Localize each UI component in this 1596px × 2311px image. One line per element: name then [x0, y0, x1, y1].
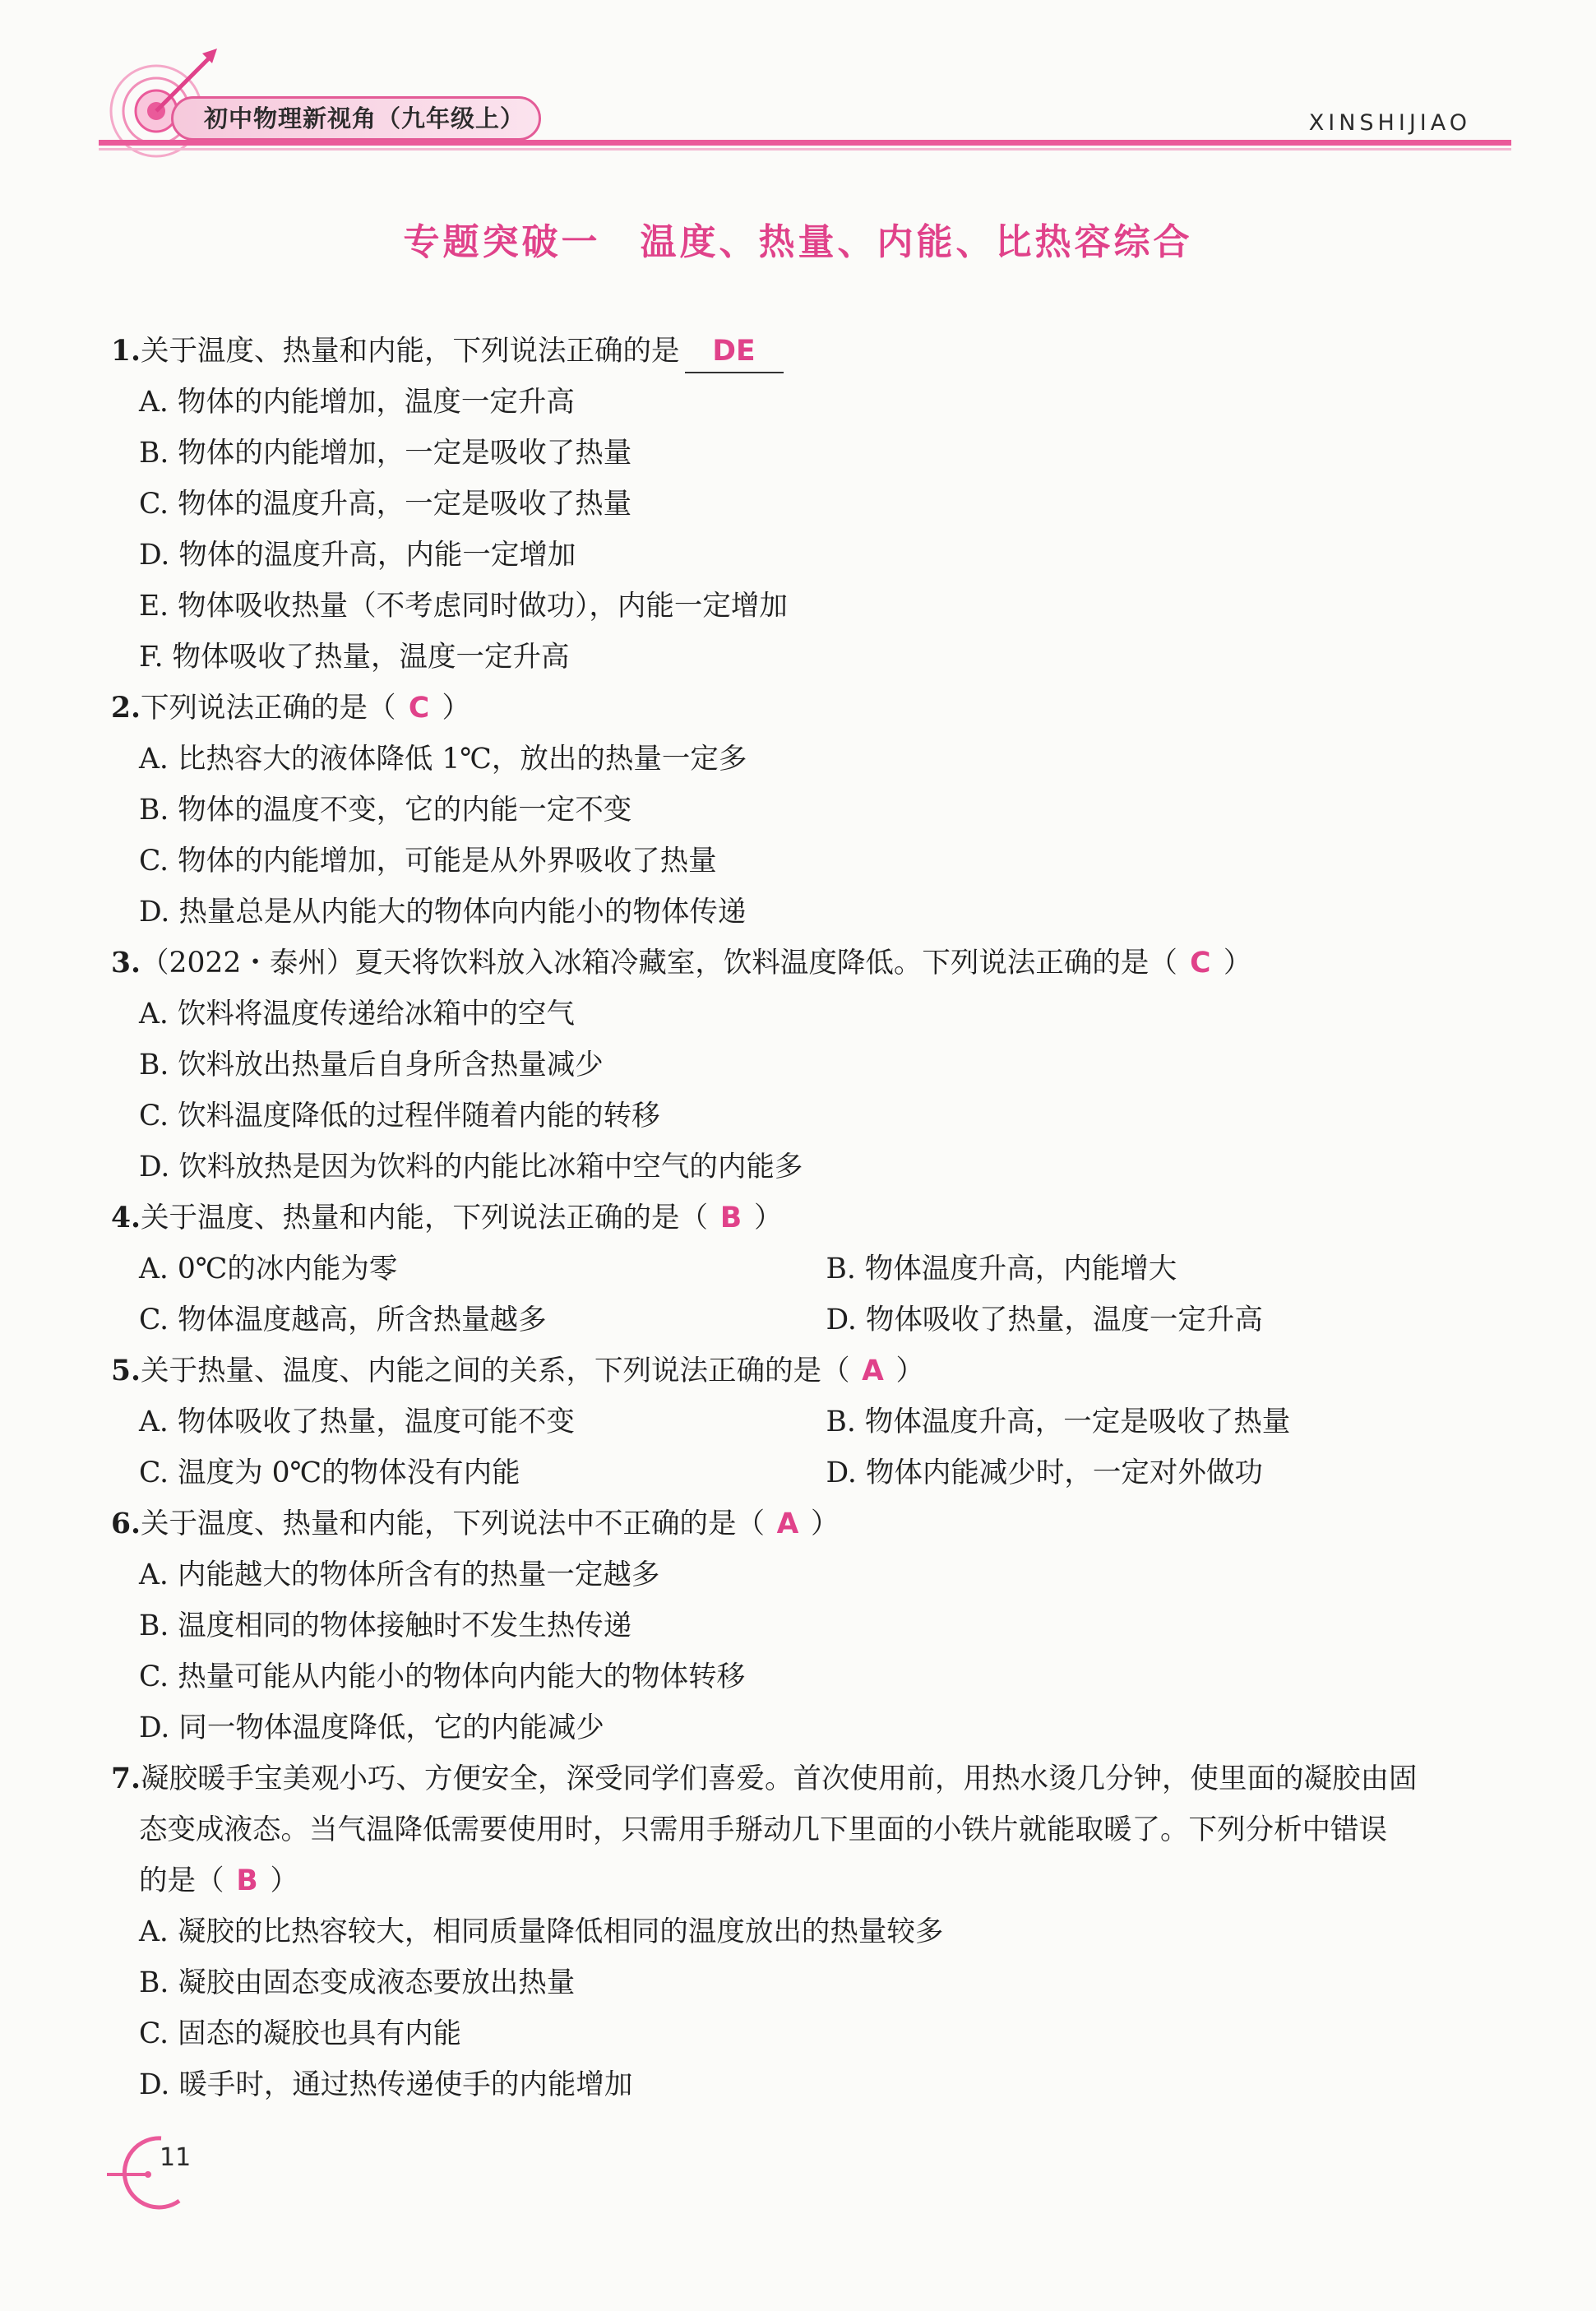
answer-5: A — [862, 1355, 884, 1387]
question-5-stem: 5.关于热量、温度、内能之间的关系，下列说法正确的是（ A ） — [111, 1345, 1513, 1396]
question-7-stem-end: 的是（ B ） — [111, 1855, 1513, 1906]
option: E. 物体吸收热量（不考虑同时做功），内能一定增加 — [139, 590, 788, 623]
option: A. 内能越大的物体所含有的热量一定越多 — [139, 1558, 660, 1591]
option: B. 饮料放出热量后自身所含热量减少 — [139, 1049, 604, 1081]
option: B. 温度相同的物体接触时不发生热传递 — [139, 1609, 632, 1642]
question-1-stem: 1.关于温度、热量和内能，下列说法正确的是 DE — [111, 326, 1513, 377]
option: D. 物体吸收了热量，温度一定升高 — [826, 1304, 1263, 1336]
section-title: 专题突破一 温度、热量、内能、比热容综合 — [403, 221, 1193, 263]
option: C. 固态的凝胶也具有内能 — [139, 2017, 462, 2050]
option: D. 同一物体温度降低，它的内能减少 — [139, 1711, 604, 1744]
option: A. 物体的内能增加，温度一定升高 — [139, 386, 575, 419]
question-4-stem: 4.关于温度、热量和内能，下列说法正确的是（ B ） — [111, 1193, 1513, 1243]
page-corner-icon — [97, 2128, 196, 2219]
option-row — [111, 1447, 1513, 1498]
option: B. 物体的内能增加，一定是吸收了热量 — [139, 437, 632, 470]
question-6-stem: 6.关于温度、热量和内能，下列说法中不正确的是（ A ） — [111, 1498, 1513, 1549]
option: C. 物体温度越高，所含热量越多 — [139, 1304, 547, 1336]
answer-2: C — [408, 692, 430, 725]
question-3-stem: 3.（2022・泰州）夏天将饮料放入冰箱冷藏室，饮料温度降低。下列说法正确的是（ C ） — [111, 938, 1513, 989]
option: B. 物体的温度不变，它的内能一定不变 — [139, 794, 632, 827]
option: A. 比热容大的液体降低 1℃，放出的热量一定多 — [139, 743, 747, 776]
option: A. 0℃的冰内能为零 — [139, 1253, 398, 1285]
option-row — [111, 1294, 1513, 1345]
header-rule — [99, 140, 1511, 146]
option-row — [111, 1243, 1513, 1294]
header-rule-light — [99, 148, 1511, 151]
option: C. 温度为 0℃的物体没有内能 — [139, 1457, 520, 1489]
answer-6: A — [776, 1507, 799, 1540]
option: A. 饮料将温度传递给冰箱中的空气 — [139, 998, 575, 1030]
option: C. 物体的内能增加，可能是从外界吸收了热量 — [139, 845, 717, 878]
page-number: 11 — [160, 2143, 192, 2172]
answer-3: C — [1190, 947, 1211, 980]
answer-7: B — [236, 1864, 258, 1897]
option: D. 暖手时，通过热传递使手的内能增加 — [139, 2068, 633, 2101]
option: C. 热量可能从内能小的物体向内能大的物体转移 — [139, 1660, 746, 1693]
question-2-stem: 2.下列说法正确的是（ C ） — [111, 683, 1513, 734]
option: B. 凝胶由固态变成液态要放出热量 — [139, 1966, 576, 1999]
question-list — [111, 326, 1513, 2110]
option: C. 饮料温度降低的过程伴随着内能的转移 — [139, 1100, 660, 1132]
option: D. 物体的温度升高，内能一定增加 — [139, 539, 576, 572]
answer-4: B — [719, 1202, 742, 1234]
option: D. 饮料放热是因为饮料的内能比冰箱中空气的内能多 — [139, 1151, 803, 1183]
answer-1: DE — [712, 335, 756, 368]
option: A. 物体吸收了热量，温度可能不变 — [139, 1406, 575, 1438]
option: F. 物体吸收了热量，温度一定升高 — [139, 641, 570, 674]
option: D. 热量总是从内能大的物体向内能小的物体传递 — [139, 896, 747, 929]
option: B. 物体温度升高，内能增大 — [826, 1253, 1177, 1285]
answer-blank — [685, 331, 784, 373]
question-7-stem: 7.凝胶暖手宝美观小巧、方便安全，深受同学们喜爱。首次使用前，用热水烫几分钟，使里面的凝胶由固 — [111, 1762, 1418, 1795]
option: D. 物体内能减少时，一定对外做功 — [826, 1457, 1263, 1489]
option: A. 凝胶的比热容较大，相同质量降低相同的温度放出的热量较多 — [139, 1915, 944, 1948]
option-row — [111, 1396, 1513, 1447]
question-7-stem-cont: 态变成液态。当气温降低需要使用时，只需用手掰动几下里面的小铁片就能取暖了。下列分析中错误 — [139, 1813, 1387, 1846]
book-title: 初中物理新视角（九年级上） — [204, 104, 525, 132]
option: C. 物体的温度升高，一定是吸收了热量 — [139, 488, 632, 521]
brand-text: XINSHIJIAO — [1308, 110, 1471, 136]
option: B. 物体温度升高，一定是吸收了热量 — [826, 1406, 1291, 1438]
